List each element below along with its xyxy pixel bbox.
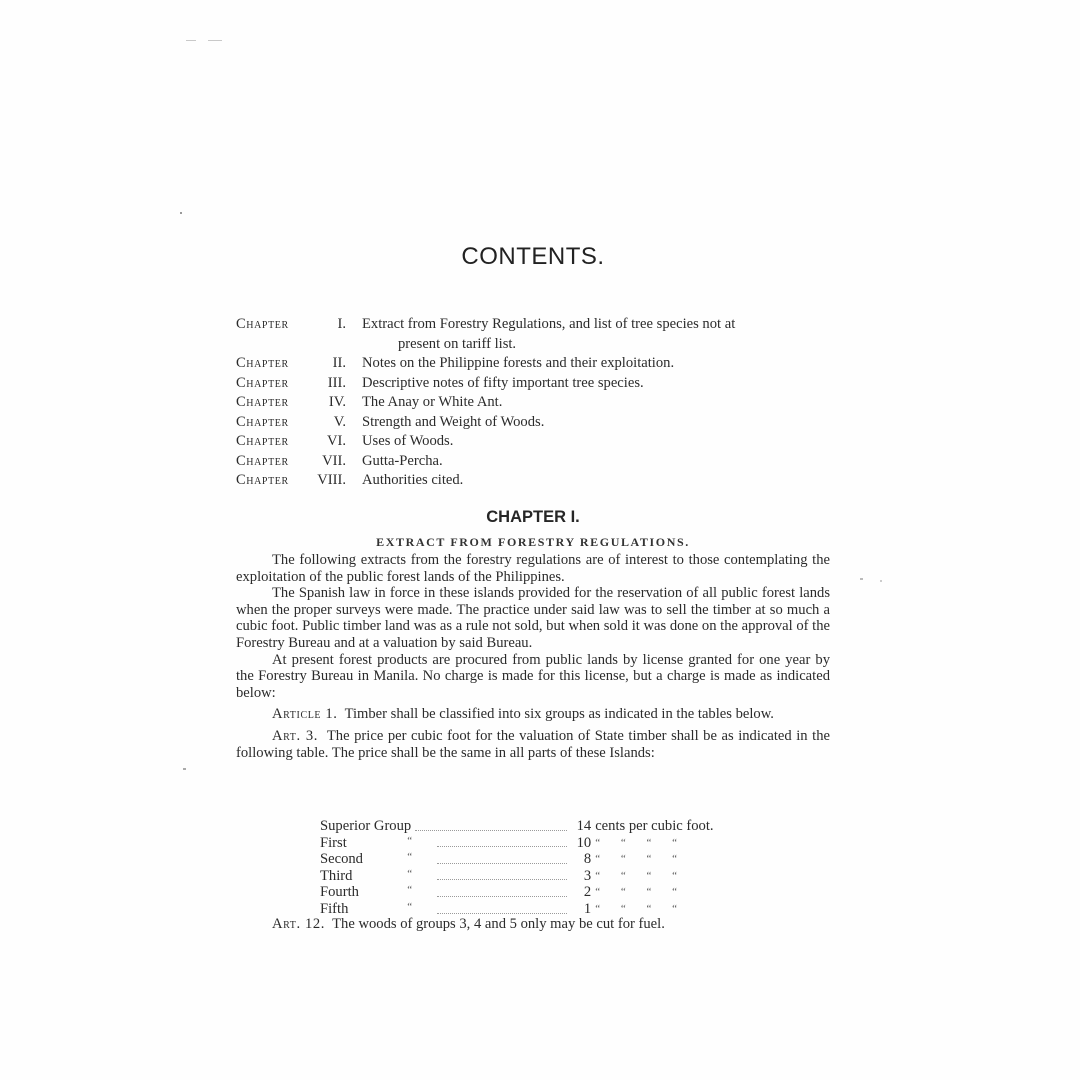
scan-speck-right-2 xyxy=(880,580,882,582)
group-label: Second xyxy=(320,851,363,868)
paragraph-extracts-intro: The following extracts from the forestry regulations are of interest to those contemplating the exploitation of the public forest lands of the Philippines. xyxy=(236,552,830,585)
scan-speck-right xyxy=(860,578,863,580)
group-label: Third xyxy=(320,867,353,884)
price-unit-ditto: “ “ “ “ xyxy=(595,902,677,915)
paragraph-licenses: At present forest products are procured from public lands by license granted for one year by the Forestry Bureau in Manila. No charge is made for this license, but a charge is made as indicated below: xyxy=(236,651,830,701)
price-amount: 14 xyxy=(576,818,592,834)
group-name xyxy=(320,884,411,901)
group-label: Fifth xyxy=(320,900,349,917)
toc-chapter-word: Chapter xyxy=(236,472,289,488)
toc-chapter-number: I. xyxy=(337,316,346,332)
timber-price-table xyxy=(320,818,745,918)
price-unit: cents per cubic foot. xyxy=(595,818,714,834)
article-text: Timber shall be classified into six groups as indicated in the tables below. xyxy=(344,706,774,723)
article-text: The price per cubic foot for the valuation of State timber shall be as indicated in the following table. The price shall be the same in all parts of these Islands: xyxy=(236,727,830,761)
table-row xyxy=(320,868,745,885)
price-amount: 3 xyxy=(583,867,592,884)
chapter-body xyxy=(236,552,830,761)
scan-speck-left xyxy=(180,212,182,214)
price-unit-ditto: “ “ “ “ xyxy=(595,886,677,899)
toc-entry-chapter-8 xyxy=(236,471,830,491)
price-amount: 1 xyxy=(583,900,592,917)
leader-dots xyxy=(407,851,571,868)
table-row xyxy=(320,818,745,835)
paragraph-article-3 xyxy=(236,728,830,761)
contents-title: CONTENTS. xyxy=(461,243,605,270)
ditto-mark: “ xyxy=(407,884,413,897)
paragraph-spanish-law: The Spanish law in force in these islands provided for the reservation of all public forest lands when the proper surveys were made. The practice under said law was to sell the timber at so much a cubic foot. Public timber land was as a rule not sold, but when sold it was done on the approval of the Forestry Bureau and at a valuation by said Bureau. xyxy=(236,585,830,651)
group-name: Superior Group xyxy=(320,818,412,834)
article-label: Art. 3. xyxy=(272,727,319,744)
toc-entry-chapter-1 xyxy=(236,315,830,335)
table-row xyxy=(320,835,745,852)
article-text: The woods of groups 3, 4 and 5 only may be cut for fuel. xyxy=(332,916,665,932)
toc-chapter-word: Chapter xyxy=(236,355,289,371)
toc-entry-chapter-5 xyxy=(236,413,830,433)
leader-dots xyxy=(407,867,571,885)
toc-chapter-number: VIII. xyxy=(317,472,346,488)
toc-entry-chapter-4 xyxy=(236,393,830,413)
toc-chapter-number: VII. xyxy=(322,452,346,469)
toc-chapter-title: Uses of Woods. xyxy=(362,433,454,449)
toc-chapter-word: Chapter xyxy=(236,316,289,332)
toc-entry-chapter-2 xyxy=(236,354,830,374)
toc-chapter-word: Chapter xyxy=(236,394,289,410)
group-label: First xyxy=(320,834,347,851)
price-amount: 8 xyxy=(583,851,592,868)
toc-chapter-title: Descriptive notes of fifty important tree species. xyxy=(362,374,644,391)
group-name xyxy=(320,868,411,885)
leader-dots xyxy=(411,818,571,835)
paragraph-article-1 xyxy=(236,706,830,723)
scan-mark-top-left-2 xyxy=(208,40,222,41)
toc-chapter-number: II. xyxy=(332,355,346,371)
price-unit-ditto: “ “ “ “ xyxy=(595,869,677,882)
toc-entry-chapter-3 xyxy=(236,374,830,394)
toc-chapter-word: Chapter xyxy=(236,413,289,430)
scan-mark-top-left xyxy=(186,40,196,41)
table-row xyxy=(320,851,745,868)
article-label: Article 1. xyxy=(272,706,338,723)
ditto-mark: “ xyxy=(407,867,413,880)
table-row xyxy=(320,884,745,901)
toc-chapter-title: Notes on the Philippine forests and their exploitation. xyxy=(362,355,675,371)
ditto-mark: “ xyxy=(407,851,413,864)
article-label: Art. 12. xyxy=(272,916,326,932)
toc-chapter-title: Strength and Weight of Woods. xyxy=(362,413,545,430)
price-amount: 2 xyxy=(583,884,592,901)
chapter-heading: CHAPTER I. xyxy=(486,508,580,526)
price-unit-ditto: “ “ “ “ xyxy=(595,836,677,849)
toc-chapter-number: IV. xyxy=(328,394,346,410)
price-unit-ditto: “ “ “ “ xyxy=(595,853,677,866)
group-name xyxy=(320,851,411,868)
section-heading: EXTRACT FROM FORESTRY REGULATIONS. xyxy=(376,535,690,549)
table-of-contents xyxy=(236,315,830,491)
toc-chapter-number: VI. xyxy=(326,433,346,449)
toc-entry-chapter-7 xyxy=(236,452,830,472)
toc-chapter-number: V. xyxy=(333,413,346,430)
ditto-mark: “ xyxy=(407,900,413,913)
group-name xyxy=(320,835,411,852)
toc-chapter-title: The Anay or White Ant. xyxy=(362,394,503,410)
leader-dots xyxy=(407,884,571,901)
toc-entry-chapter-6 xyxy=(236,432,830,452)
toc-entry-chapter-1-continued: present on tariff list. xyxy=(398,335,517,352)
ditto-mark: “ xyxy=(407,834,413,847)
toc-chapter-word: Chapter xyxy=(236,433,289,449)
toc-chapter-title: Authorities cited. xyxy=(362,472,464,488)
group-label: Fourth xyxy=(320,884,359,901)
toc-chapter-number: III. xyxy=(327,374,346,391)
price-amount: 10 xyxy=(576,834,592,851)
scan-speck-left-2 xyxy=(183,768,186,770)
toc-chapter-title: Extract from Forestry Regulations, and list of tree species not at xyxy=(362,316,736,332)
toc-chapter-word: Chapter xyxy=(236,452,289,469)
toc-chapter-word: Chapter xyxy=(236,374,289,391)
toc-chapter-title: Gutta-Percha. xyxy=(362,452,443,469)
leader-dots xyxy=(407,834,571,852)
paragraph-article-12 xyxy=(272,916,832,933)
